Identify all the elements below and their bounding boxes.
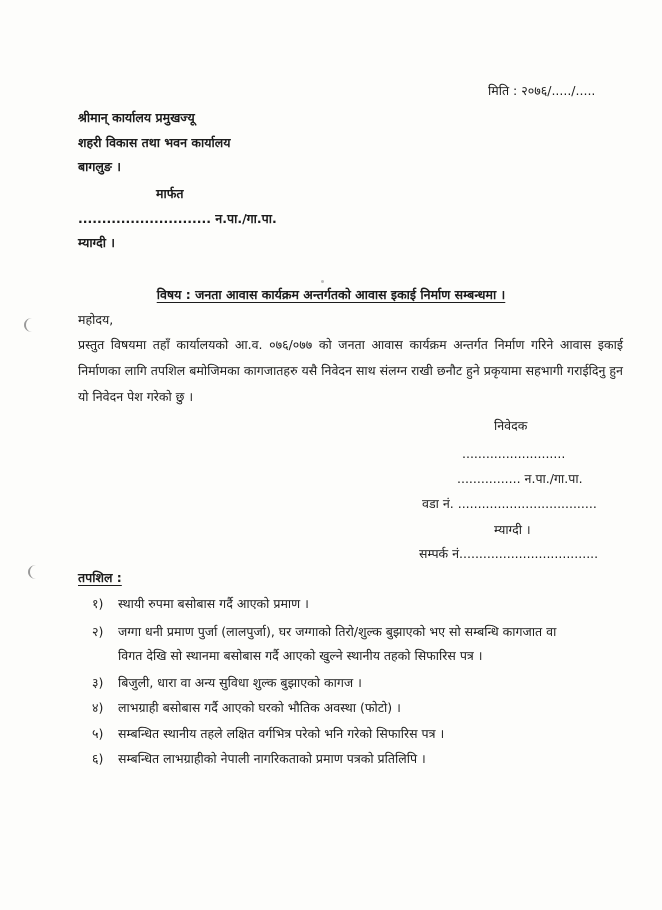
via-district: म्याग्दी । xyxy=(78,235,116,250)
signature-district: म्याग्दी । xyxy=(494,522,531,537)
signature-name-line: .......................... xyxy=(462,446,566,461)
signature-municipality: ................ न.पा./गा.पा. xyxy=(457,471,583,486)
signature-label: निवेदक xyxy=(494,418,528,433)
item-text-continued: विगत देखि सो स्थानमा बसोबास गर्दै आएको खुल्ने स्थानीय तहको सिफारिस पत्र । xyxy=(118,648,483,663)
item-text: सम्बन्धित स्थानीय तहले लक्षित वर्गभित्र परेको भनि गरेको सिफारिस पत्र । xyxy=(118,726,445,741)
item-text: जग्गा धनी प्रमाण पुर्जा (लालपुर्जा), घर जग्गाको तिरो/शुल्क बुझाएको भए सो सम्बन्धि कागजात वा xyxy=(118,624,557,639)
subject-line: विषय : जनता आवास कार्यक्रम अन्तर्गतको आवास इकाई निर्माण सम्बन्धमा । xyxy=(156,287,506,302)
attachment-item xyxy=(92,596,309,612)
via-municipality: ............................ न.पा./गा.पा. xyxy=(78,211,277,226)
item-number: १) xyxy=(92,596,104,611)
attachment-item xyxy=(92,624,556,664)
item-number: ६) xyxy=(92,751,104,766)
punch-hole-mark xyxy=(24,318,40,332)
date-line: मिति : २०७६/...../..... xyxy=(488,83,596,98)
addressee-line-3: बागलुङ । xyxy=(78,159,121,174)
item-text: स्थायी रुपमा बसोबास गर्दै आएको प्रमाण । xyxy=(118,596,309,611)
addressee-line-2: शहरी विकास तथा भवन कार्यालय xyxy=(78,135,231,150)
attachment-item xyxy=(92,726,444,742)
item-number: ४) xyxy=(92,700,104,715)
attachment-item xyxy=(92,675,362,691)
signature-ward: वडा नं. ................................... xyxy=(422,496,597,511)
salutation: महोदय, xyxy=(78,312,114,327)
item-number: ५) xyxy=(92,726,104,741)
attachments-heading: तपशिल : xyxy=(78,570,122,585)
item-text: लाभग्राही बसोबास गर्दै आएको घरको भौतिक अवस्था (फोटो) । xyxy=(118,700,401,715)
addressee-line-1: श्रीमान् कार्यालय प्रमुखज्यू xyxy=(78,110,195,125)
item-text: सम्बन्धित लाभग्राहीको नेपाली नागरिकताको प्रमाण पत्रको प्रतिलिपि । xyxy=(118,751,426,766)
item-number: २) xyxy=(92,624,104,639)
via-label: मार्फत xyxy=(156,186,184,201)
item-number: ३) xyxy=(92,675,104,690)
punch-hole-mark xyxy=(28,565,44,579)
attachment-item xyxy=(92,751,426,767)
attachment-item xyxy=(92,700,401,716)
body-paragraph: प्रस्तुत विषयमा तहाँ कार्यालयको आ.व. ०७६/०७७ को जनता आवास कार्यक्रम अन्तर्गत निर्माण गरिने आवास इकाई निर्माणका लागि तपशिल बमोजिमका कागजातहरु यसै निवेदन साथ संलग्न राखी छनौट हुने प्रकृयामा सहभागी गराईदिनु हुन यो निवेदन पेश गरेको छु । xyxy=(78,337,623,404)
signature-contact: सम्पर्क नं................................... xyxy=(419,546,599,561)
scan-speck xyxy=(321,280,324,283)
item-text: बिजुली, धारा वा अन्य सुविधा शुल्क बुझाएको कागज । xyxy=(118,675,362,690)
